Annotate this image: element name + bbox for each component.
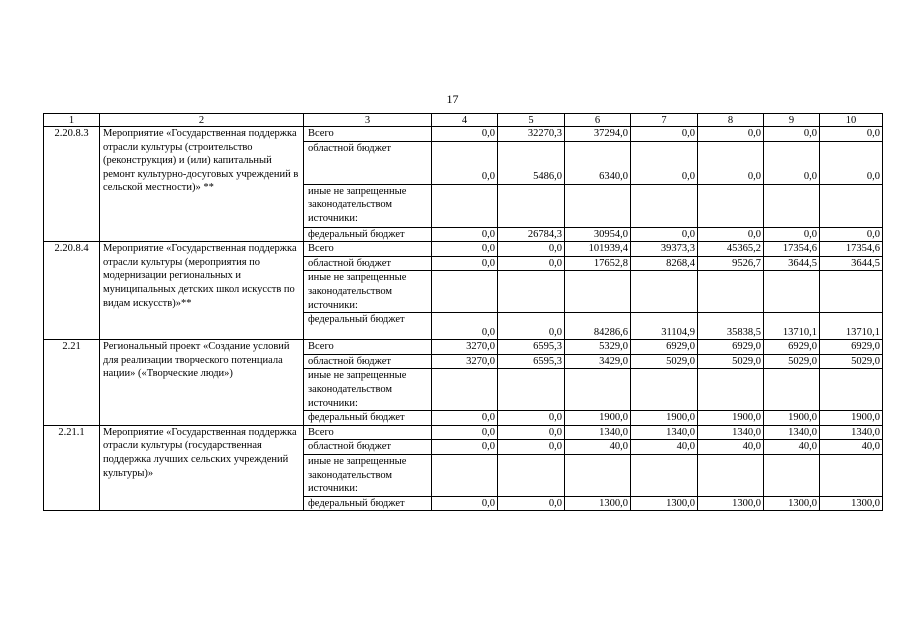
amount-cell: 3644,5 — [764, 256, 820, 271]
amount-cell: 0,0 — [764, 127, 820, 142]
amount-cell — [820, 271, 883, 313]
amount-cell — [565, 454, 631, 496]
amount-cell: 0,0 — [820, 141, 883, 184]
column-header: 6 — [565, 114, 631, 127]
amount-cell: 1340,0 — [820, 425, 883, 440]
amount-cell: 17652,8 — [565, 256, 631, 271]
amount-cell — [498, 271, 565, 313]
amount-cell: 1300,0 — [698, 496, 764, 511]
column-header: 5 — [498, 114, 565, 127]
amount-cell: 5486,0 — [498, 141, 565, 184]
amount-cell: 0,0 — [631, 227, 698, 242]
table-row — [44, 242, 883, 257]
amount-cell — [432, 184, 498, 227]
amount-cell: 9526,7 — [698, 256, 764, 271]
amount-cell: 6595,3 — [498, 354, 565, 369]
amount-cell — [698, 271, 764, 313]
amount-cell — [432, 454, 498, 496]
amount-cell: 0,0 — [432, 440, 498, 455]
amount-cell: 37294,0 — [565, 127, 631, 142]
amount-cell: 40,0 — [631, 440, 698, 455]
amount-cell: 40,0 — [820, 440, 883, 455]
amount-cell — [631, 369, 698, 411]
amount-cell: 0,0 — [764, 141, 820, 184]
funding-source: федеральный бюджет — [304, 227, 432, 242]
amount-cell: 0,0 — [631, 141, 698, 184]
amount-cell — [764, 271, 820, 313]
amount-cell: 0,0 — [498, 425, 565, 440]
amount-cell: 5029,0 — [698, 354, 764, 369]
amount-cell: 0,0 — [820, 127, 883, 142]
amount-cell: 3270,0 — [432, 354, 498, 369]
funding-source: областной бюджет — [304, 440, 432, 455]
amount-cell: 0,0 — [432, 127, 498, 142]
amount-cell: 6340,0 — [565, 141, 631, 184]
funding-source: иные не запрещенные законодательством источники: — [304, 454, 432, 496]
amount-cell — [698, 369, 764, 411]
amount-cell — [631, 184, 698, 227]
amount-cell — [565, 369, 631, 411]
amount-cell: 0,0 — [498, 313, 565, 340]
table-row — [44, 340, 883, 355]
item-code: 2.20.8.4 — [44, 242, 100, 340]
amount-cell: 5029,0 — [764, 354, 820, 369]
amount-cell: 6595,3 — [498, 340, 565, 355]
funding-source: федеральный бюджет — [304, 496, 432, 511]
column-header: 8 — [698, 114, 764, 127]
amount-cell: 6929,0 — [631, 340, 698, 355]
amount-cell: 0,0 — [432, 496, 498, 511]
item-description: Мероприятие «Государственная поддержка отрасли культуры (государственная поддержка лучших сельских учреждений культуры)» — [100, 425, 304, 511]
amount-cell: 30954,0 — [565, 227, 631, 242]
amount-cell — [432, 369, 498, 411]
funding-source: областной бюджет — [304, 141, 432, 184]
amount-cell — [820, 369, 883, 411]
amount-cell: 17354,6 — [820, 242, 883, 257]
amount-cell — [764, 369, 820, 411]
amount-cell: 1900,0 — [764, 411, 820, 426]
amount-cell: 0,0 — [432, 425, 498, 440]
amount-cell — [764, 454, 820, 496]
amount-cell: 32270,3 — [498, 127, 565, 142]
amount-cell: 35838,5 — [698, 313, 764, 340]
amount-cell: 40,0 — [565, 440, 631, 455]
amount-cell: 39373,3 — [631, 242, 698, 257]
amount-cell: 1900,0 — [820, 411, 883, 426]
amount-cell — [432, 271, 498, 313]
amount-cell: 8268,4 — [631, 256, 698, 271]
funding-source: иные не запрещенные законодательством источники: — [304, 184, 432, 227]
amount-cell: 1900,0 — [631, 411, 698, 426]
amount-cell: 0,0 — [631, 127, 698, 142]
amount-cell: 5029,0 — [820, 354, 883, 369]
amount-cell: 40,0 — [764, 440, 820, 455]
amount-cell: 0,0 — [820, 227, 883, 242]
amount-cell: 1300,0 — [820, 496, 883, 511]
amount-cell: 6929,0 — [820, 340, 883, 355]
amount-cell: 40,0 — [698, 440, 764, 455]
funding-source: Всего — [304, 242, 432, 257]
funding-source: федеральный бюджет — [304, 411, 432, 426]
amount-cell: 3644,5 — [820, 256, 883, 271]
amount-cell: 0,0 — [498, 256, 565, 271]
budget-table — [43, 113, 883, 511]
amount-cell: 1340,0 — [764, 425, 820, 440]
amount-cell: 31104,9 — [631, 313, 698, 340]
amount-cell — [820, 184, 883, 227]
amount-cell: 26784,3 — [498, 227, 565, 242]
funding-source: областной бюджет — [304, 354, 432, 369]
amount-cell: 3270,0 — [432, 340, 498, 355]
amount-cell — [498, 184, 565, 227]
amount-cell: 1340,0 — [698, 425, 764, 440]
item-description: Мероприятие «Государственная поддержка отрасли культуры (строительство (реконструкция) и (или) капитальный ремонт культурно-досуговых учреждений в сельской местности)» ** — [100, 127, 304, 242]
funding-source: Всего — [304, 425, 432, 440]
item-description: Мероприятие «Государственная поддержка отрасли культуры (мероприятия по модернизации региональных и муниципальных детских школ искусств по видам искусств)»** — [100, 242, 304, 340]
amount-cell: 0,0 — [698, 227, 764, 242]
funding-source: иные не запрещенные законодательством источники: — [304, 271, 432, 313]
column-header: 7 — [631, 114, 698, 127]
item-code: 2.21.1 — [44, 425, 100, 511]
amount-cell: 0,0 — [432, 411, 498, 426]
column-header: 3 — [304, 114, 432, 127]
amount-cell: 0,0 — [498, 440, 565, 455]
amount-cell: 0,0 — [432, 242, 498, 257]
amount-cell: 1300,0 — [631, 496, 698, 511]
funding-source: иные не запрещенные законодательством источники: — [304, 369, 432, 411]
amount-cell — [820, 454, 883, 496]
funding-source: Всего — [304, 340, 432, 355]
amount-cell: 0,0 — [432, 141, 498, 184]
table-header-row — [44, 114, 883, 127]
amount-cell — [565, 271, 631, 313]
funding-source: Всего — [304, 127, 432, 142]
amount-cell: 45365,2 — [698, 242, 764, 257]
column-header: 2 — [100, 114, 304, 127]
column-header: 9 — [764, 114, 820, 127]
amount-cell — [698, 454, 764, 496]
funding-source: областной бюджет — [304, 256, 432, 271]
column-header: 4 — [432, 114, 498, 127]
amount-cell: 0,0 — [498, 496, 565, 511]
amount-cell: 0,0 — [498, 242, 565, 257]
table-row — [44, 425, 883, 440]
amount-cell: 0,0 — [432, 256, 498, 271]
amount-cell — [498, 454, 565, 496]
amount-cell: 1340,0 — [631, 425, 698, 440]
amount-cell: 13710,1 — [820, 313, 883, 340]
amount-cell — [631, 454, 698, 496]
table-row — [44, 127, 883, 142]
amount-cell: 1900,0 — [565, 411, 631, 426]
amount-cell: 5029,0 — [631, 354, 698, 369]
item-code: 2.20.8.3 — [44, 127, 100, 242]
amount-cell: 1340,0 — [565, 425, 631, 440]
amount-cell — [498, 369, 565, 411]
amount-cell: 3429,0 — [565, 354, 631, 369]
funding-source: федеральный бюджет — [304, 313, 432, 340]
amount-cell: 1900,0 — [698, 411, 764, 426]
item-code: 2.21 — [44, 340, 100, 426]
amount-cell: 6929,0 — [764, 340, 820, 355]
amount-cell: 5329,0 — [565, 340, 631, 355]
amount-cell: 0,0 — [498, 411, 565, 426]
amount-cell: 0,0 — [698, 127, 764, 142]
amount-cell: 0,0 — [432, 313, 498, 340]
amount-cell: 1300,0 — [565, 496, 631, 511]
amount-cell: 1300,0 — [764, 496, 820, 511]
amount-cell: 0,0 — [432, 227, 498, 242]
amount-cell: 6929,0 — [698, 340, 764, 355]
amount-cell — [764, 184, 820, 227]
amount-cell: 84286,6 — [565, 313, 631, 340]
amount-cell — [565, 184, 631, 227]
amount-cell: 101939,4 — [565, 242, 631, 257]
amount-cell — [698, 184, 764, 227]
amount-cell — [631, 271, 698, 313]
amount-cell: 13710,1 — [764, 313, 820, 340]
column-header: 10 — [820, 114, 883, 127]
column-header: 1 — [44, 114, 100, 127]
item-description: Региональный проект «Создание условий для реализации творческого потенциала нации» («Творческие люди») — [100, 340, 304, 426]
page-number: 17 — [446, 92, 459, 106]
amount-cell: 17354,6 — [764, 242, 820, 257]
amount-cell: 0,0 — [698, 141, 764, 184]
amount-cell: 0,0 — [764, 227, 820, 242]
